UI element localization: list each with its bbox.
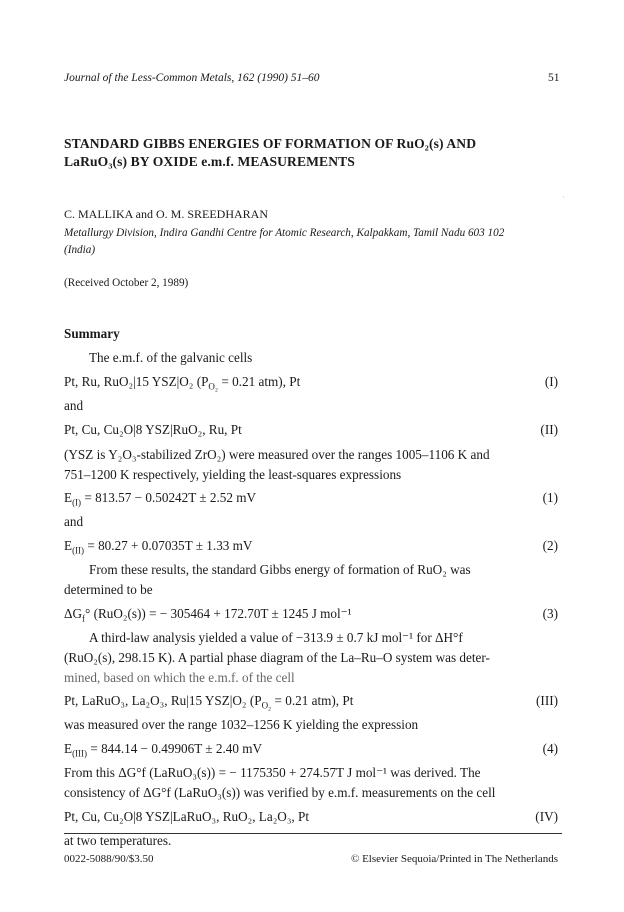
subscript: (II) xyxy=(72,545,85,556)
affiliation-line-1: Metallurgy Division, Indira Gandhi Centre for Atomic Research, Kalpakkam, Tamil Nadu 603 102 xyxy=(64,227,505,239)
summary-line-text: From these results, the standard Gibbs energy of formation of RuO₂ was xyxy=(89,562,471,577)
summary-line-text: ΔG xyxy=(64,606,83,621)
equation-number: (II) xyxy=(540,422,558,437)
summary-line xyxy=(89,562,471,578)
authors: C. MALLIKA and O. M. SREEDHARAN xyxy=(64,207,268,221)
summary-line xyxy=(64,514,83,530)
summary-line-text: at two temperatures. xyxy=(64,833,172,848)
summary-line-text: was measured over the range 1032–1256 K yielding the expression xyxy=(64,717,419,732)
summary-line xyxy=(89,350,252,366)
summary-line-text: 751–1200 K respectively, yielding the least-squares expressions xyxy=(64,467,402,482)
summary-line-rest: = 0.21 atm), Pt xyxy=(218,374,301,389)
summary-line xyxy=(64,741,262,759)
equation-number: (I) xyxy=(544,374,558,389)
equation-number: (3) xyxy=(542,606,558,621)
summary-line-text: mined, based on which the e.m.f. of the cell xyxy=(64,670,295,685)
summary-heading: Summary xyxy=(64,326,120,341)
summary-line-text: consistency of ΔG°f (LaRuO₃(s)) was verified by e.m.f. measurements on the cell xyxy=(64,785,496,800)
summary-line xyxy=(64,582,153,598)
summary-line-text: and xyxy=(64,398,84,413)
summary-line xyxy=(64,809,309,825)
publisher-notice: © Elsevier Sequoia/Printed in The Netherlands xyxy=(350,853,558,865)
summary-line xyxy=(64,422,242,438)
equation-number: (1) xyxy=(542,490,558,505)
article-title-line-1: STANDARD GIBBS ENERGIES OF FORMATION OF RuO₂(s) AND xyxy=(64,136,477,151)
scan-speck: · xyxy=(562,192,565,202)
subscript: O₂ xyxy=(261,700,272,711)
equation-number: (IV) xyxy=(535,809,558,824)
summary-line-text: Pt, Ru, RuO₂|15 YSZ|O₂ (P xyxy=(64,374,209,389)
summary-line-text: Pt, LaRuO₃, La₂O₃, Ru|15 YSZ|O₂ (P xyxy=(64,693,262,708)
summary-line-rest: = 844.14 − 0.49906T ± 2.40 mV xyxy=(87,741,263,756)
summary-line xyxy=(89,630,463,646)
received-date: (Received October 2, 1989) xyxy=(64,277,189,289)
summary-line-text: (RuO₂(s), 298.15 K). A partial phase diagram of the La–Ru–O system was deter- xyxy=(64,650,490,665)
summary-line xyxy=(64,833,171,849)
summary-line xyxy=(64,398,83,414)
page-number: 51 xyxy=(548,72,560,84)
summary-line xyxy=(64,467,401,483)
subscript: f xyxy=(82,613,86,624)
article-title-line-2: LaRuO₃(s) BY OXIDE e.m.f. MEASUREMENTS xyxy=(64,154,355,169)
summary-line-text: From this ΔG°f (LaRuO₃(s)) = − 1175350 + 274.57T J mol⁻¹ was derived. The xyxy=(64,765,481,780)
summary-line xyxy=(64,670,295,686)
summary-line xyxy=(64,447,490,463)
issn-price: 0022-5088/90/$3.50 xyxy=(64,853,154,865)
subscript: O₂ xyxy=(208,381,219,392)
summary-line-text: E xyxy=(64,741,73,756)
summary-line-text: (YSZ is Y₂O₃-stabilized ZrO₂) were measured over the ranges 1005–1106 K and xyxy=(64,447,490,462)
summary-line-text: A third-law analysis yielded a value of −313.9 ± 0.7 kJ mol⁻¹ for ΔH°f xyxy=(89,630,463,645)
summary-line xyxy=(64,490,256,508)
summary-line-rest: ° (RuO₂(s)) = − 305464 + 172.70T ± 1245 J mol⁻¹ xyxy=(85,606,352,621)
equation-number: (4) xyxy=(542,741,558,756)
journal-citation: Journal of the Less-Common Metals, 162 (1990) 51–60 xyxy=(64,72,320,84)
summary-line-text: Pt, Cu, Cu₂O|8 YSZ|RuO₂, Ru, Pt xyxy=(64,422,242,437)
footer-rule xyxy=(64,833,562,834)
subscript: (I) xyxy=(72,497,82,508)
summary-line xyxy=(64,606,352,624)
summary-line xyxy=(64,717,418,733)
subscript: (III) xyxy=(72,748,88,759)
summary-line-rest: = 813.57 − 0.50242T ± 2.52 mV xyxy=(81,490,257,505)
summary-line xyxy=(64,538,252,556)
summary-line-text: Pt, Cu, Cu₂O|8 YSZ|LaRuO₃, RuO₂, La₂O₃, Pt xyxy=(64,809,310,824)
equation-number: (2) xyxy=(542,538,558,553)
summary-line-rest: = 0.21 atm), Pt xyxy=(271,693,354,708)
summary-line-text: E xyxy=(64,490,73,505)
affiliation-line-2: (India) xyxy=(64,244,96,256)
summary-line xyxy=(64,374,300,392)
summary-line-text: The e.m.f. of the galvanic cells xyxy=(89,350,253,365)
summary-line-text: and xyxy=(64,514,84,529)
summary-line xyxy=(64,785,495,801)
summary-line xyxy=(64,693,353,711)
summary-line-text: determined to be xyxy=(64,582,153,597)
summary-line xyxy=(64,765,481,781)
equation-number: (III) xyxy=(536,693,558,708)
summary-line xyxy=(64,650,490,666)
summary-line-rest: = 80.27 + 0.07035T ± 1.33 mV xyxy=(84,538,253,553)
summary-line-text: E xyxy=(64,538,73,553)
